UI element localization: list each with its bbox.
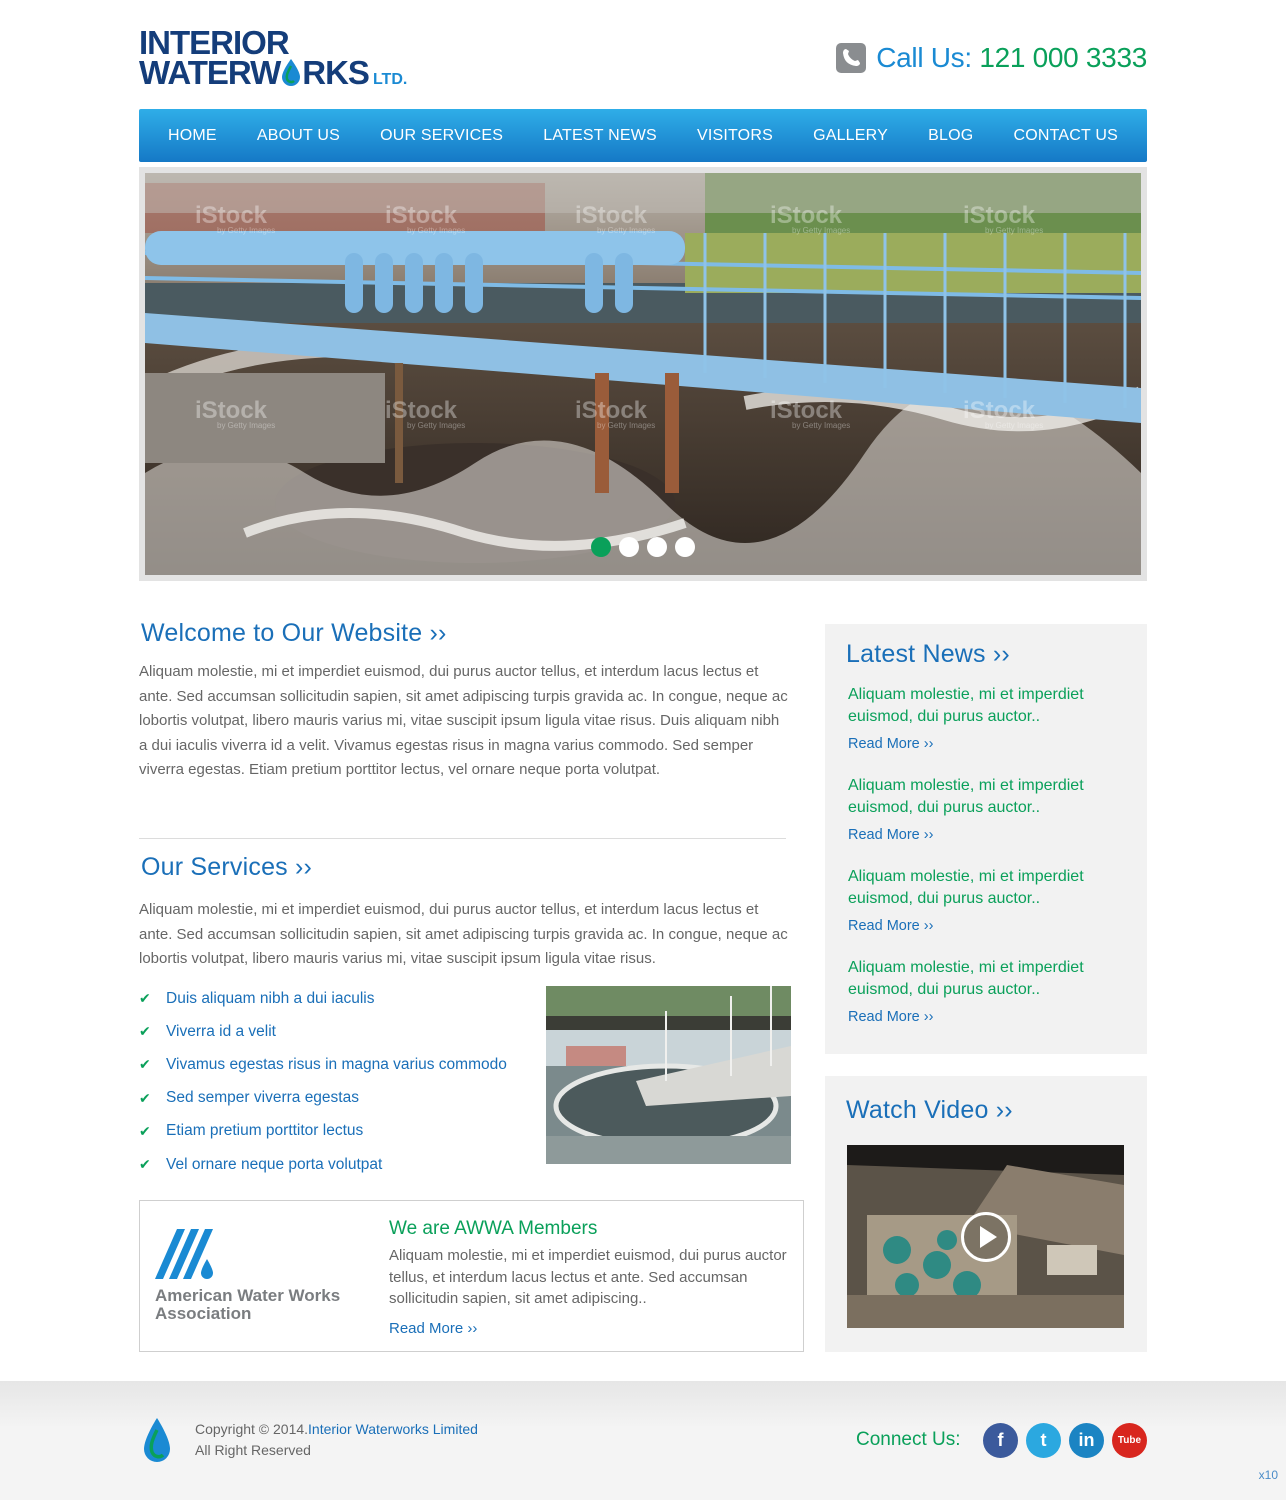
watermark-text: iStock [195, 202, 268, 229]
checkmark-icon: ✔ [139, 1089, 151, 1106]
awwa-logo [155, 1229, 355, 1329]
nav-latest-news[interactable]: LATEST NEWS [543, 126, 657, 144]
slider-dot[interactable] [591, 537, 611, 557]
copyright [195, 1419, 478, 1461]
awwa-read-more-link[interactable]: Read More ›› [389, 1320, 478, 1337]
awwa-box [139, 1200, 804, 1352]
logo-text-b: RKS [302, 54, 369, 91]
watermark-sub: by Getty Images [597, 421, 656, 430]
slider-dot[interactable] [647, 537, 667, 557]
water-treatment-scene [145, 173, 1141, 575]
watch-video-heading[interactable]: Watch Video ›› [846, 1096, 1013, 1124]
logo-line-2 [139, 54, 408, 95]
news-headline[interactable]: Aliquam molestie, mi et imperdiet euismod, dui purus auctor.. [848, 959, 1084, 998]
news-item [848, 957, 1128, 1025]
logo-line-1: INTERIOR [139, 24, 289, 61]
news-item [848, 775, 1128, 843]
video-thumbnail[interactable] [847, 1145, 1124, 1328]
awwa-text: Aliquam molestie, mi et imperdiet euismod, dui purus auctor tellus, et interdum lacus lectus et ante. Sed accumsan sollicitudin sapien, sit amet adipiscing.. [389, 1247, 787, 1307]
list-item-label: Vivamus egestas risus in magna varius commodo [166, 1055, 507, 1073]
call-us-text [876, 42, 1147, 74]
copyright-prefix: Copyright © 2014. [195, 1421, 309, 1437]
watermark-sub: by Getty Images [985, 421, 1044, 430]
watermark-sub: by Getty Images [217, 226, 276, 235]
news-headline[interactable]: Aliquam molestie, mi et imperdiet euismod, dui purus auctor.. [848, 777, 1084, 816]
slider-dots [145, 537, 1141, 557]
list-item [139, 982, 507, 1015]
news-read-more-link[interactable]: Read More ›› [848, 736, 934, 752]
services-list [139, 982, 507, 1181]
play-icon [964, 1215, 1008, 1259]
watch-video-panel [825, 1076, 1147, 1352]
news-read-more-link[interactable]: Read More ›› [848, 827, 934, 843]
checkmark-icon: ✔ [139, 1056, 151, 1073]
call-us[interactable] [836, 40, 1147, 76]
services-image [546, 986, 791, 1164]
water-drop-icon [141, 1416, 173, 1468]
awwa-org-name-line: Association [155, 1304, 252, 1323]
checkmark-icon: ✔ [139, 990, 151, 1007]
awwa-mark-icon [155, 1229, 217, 1281]
watermark-text: iStock [770, 202, 843, 229]
nav-blog[interactable]: BLOG [928, 126, 974, 144]
watermark-text: iStock [963, 397, 1036, 424]
list-item-label: Vel ornare neque porta volutpat [166, 1155, 383, 1173]
list-item [139, 1082, 507, 1115]
list-item-label: Sed semper viverra egestas [166, 1089, 359, 1107]
logo-text-a: WATERW [139, 54, 281, 91]
nav-about-us[interactable]: ABOUT US [256, 126, 341, 144]
awwa-org-name-line: American Water Works [155, 1286, 341, 1305]
hero-image [145, 173, 1141, 575]
watermark-text: iStock [195, 397, 268, 424]
list-item [139, 1148, 507, 1181]
linkedin-icon[interactable]: in [1069, 1423, 1104, 1458]
call-label: Call Us: [876, 42, 972, 73]
awwa-org-name [155, 1287, 340, 1323]
rights-text: All Right Reserved [195, 1442, 311, 1458]
watermark-sub: by Getty Images [407, 421, 466, 430]
nav-contact-us[interactable]: CONTACT US [1013, 126, 1118, 144]
section-divider [139, 838, 786, 839]
watermark-sub: by Getty Images [217, 421, 276, 430]
awwa-title: We are AWWA Members [389, 1218, 598, 1239]
watermark-sub: by Getty Images [792, 421, 851, 430]
main-nav [139, 109, 1147, 162]
latest-news-panel [825, 624, 1147, 1054]
watermark-text: iStock [963, 202, 1036, 229]
checkmark-icon: ✔ [139, 1156, 151, 1173]
water-drop-icon [280, 58, 302, 88]
nav-our-services[interactable]: OUR SERVICES [380, 126, 504, 144]
facebook-icon[interactable]: f [983, 1423, 1018, 1458]
checkmark-icon: ✔ [139, 1122, 151, 1139]
news-read-more-link[interactable]: Read More ›› [848, 918, 934, 934]
list-item [139, 1115, 507, 1148]
company-link[interactable]: Interior Waterworks Limited [308, 1421, 478, 1437]
twitter-icon[interactable]: t [1026, 1423, 1061, 1458]
call-number: 121 000 3333 [979, 42, 1147, 73]
watermark-text: iStock [575, 202, 648, 229]
corner-badge: x10 [1258, 1468, 1278, 1482]
play-button[interactable] [961, 1212, 1011, 1262]
phone-icon [836, 43, 866, 73]
list-item-label: Etiam pretium porttitor lectus [166, 1122, 364, 1140]
news-item [848, 866, 1128, 934]
logo-ltd: LTD. [372, 71, 408, 88]
welcome-text: Aliquam molestie, mi et imperdiet euismod, dui purus auctor tellus, et interdum lacus lectus et ante. Sed accumsan sollicitudin sapien, sit amet adipiscing turpis gravida ac. In congue, neque ac lobortis volutpat, libero mauris varius mi, vitae suscipit ipsum ligula vitae risus. Duis aliquam nibh a dui iaculis viverra id a velit. Vivamus egestas risus in magna varius commodo. Sed semper viverra egestas. Etiam pretium porttitor lectus, vel ornare neque porta volutpat. [139, 663, 788, 779]
services-heading[interactable]: Our Services ›› [141, 853, 313, 881]
list-item [139, 1015, 507, 1048]
slider-dot[interactable] [619, 537, 639, 557]
news-read-more-link[interactable]: Read More ›› [848, 1009, 934, 1025]
site-logo[interactable] [139, 24, 439, 92]
services-text: Aliquam molestie, mi et imperdiet euismod, dui purus auctor tellus, et interdum lacus lectus et ante. Sed accumsan sollicitudin sapien, sit amet adipiscing turpis gravida ac. In congue, neque ac lobortis volutpat, libero mauris varius mi, vitae suscipit ipsum ligula vitae risus. [139, 901, 788, 968]
watermark-sub: by Getty Images [792, 226, 851, 235]
nav-home[interactable]: HOME [168, 126, 217, 144]
news-headline[interactable]: Aliquam molestie, mi et imperdiet euismod, dui purus auctor.. [848, 868, 1084, 907]
news-headline[interactable]: Aliquam molestie, mi et imperdiet euismod, dui purus auctor.. [848, 686, 1084, 725]
nav-visitors[interactable]: VISITORS [696, 126, 773, 144]
welcome-heading[interactable]: Welcome to Our Website ›› [141, 619, 447, 647]
list-item-label: Duis aliquam nibh a dui iaculis [166, 989, 375, 1007]
checkmark-icon: ✔ [139, 1023, 151, 1040]
watermark-sub: by Getty Images [407, 226, 466, 235]
slider-dot[interactable] [675, 537, 695, 557]
watermark-text: iStock [385, 397, 458, 424]
latest-news-heading[interactable]: Latest News ›› [846, 640, 1010, 668]
youtube-icon[interactable]: Tube [1112, 1423, 1147, 1458]
watermark-sub: by Getty Images [597, 226, 656, 235]
list-item [139, 1048, 507, 1081]
connect-label: Connect Us: [856, 1429, 961, 1450]
watermark-text: iStock [770, 397, 843, 424]
list-item-label: Viverra id a velit [166, 1022, 276, 1040]
watermark-text: iStock [575, 397, 648, 424]
nav-gallery[interactable]: GALLERY [813, 126, 888, 144]
site-footer [0, 1381, 1286, 1500]
hero-slider [139, 167, 1147, 581]
watermark-sub: by Getty Images [985, 226, 1044, 235]
watermark-text: iStock [385, 202, 458, 229]
news-item [848, 684, 1128, 752]
